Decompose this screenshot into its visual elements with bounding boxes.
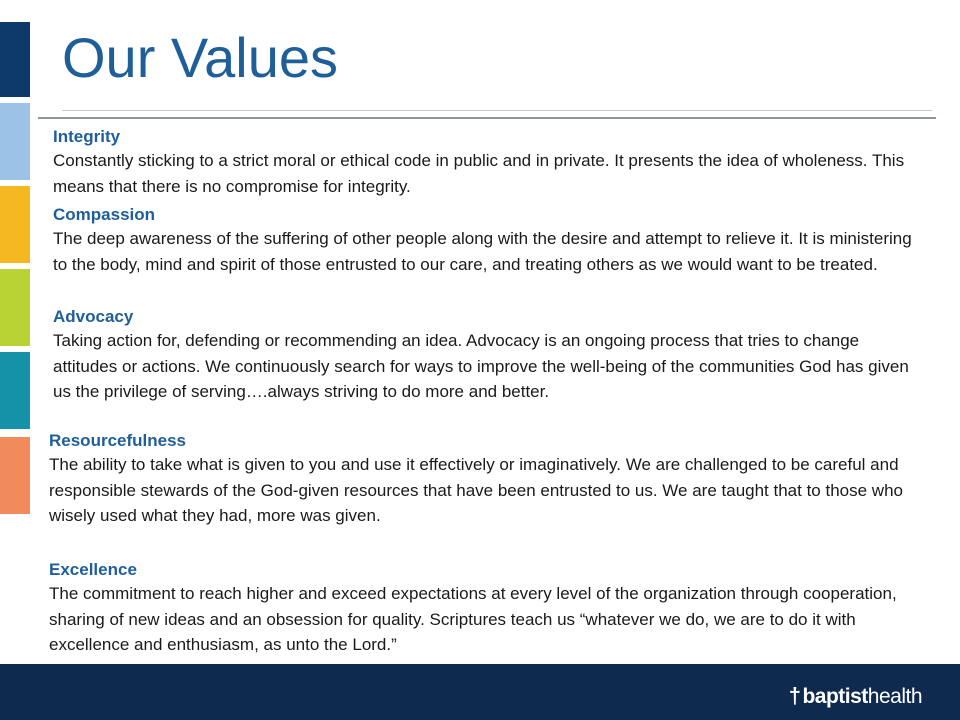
value-heading: Advocacy: [53, 307, 134, 326]
baptist-health-logo: [789, 683, 922, 709]
logo-text-baptist: baptist: [802, 685, 868, 708]
value-text: Constantly sticking to a strict moral or ethical code in public and in private. It presents the idea of wholeness. This means that there is no compromise for integrity.: [53, 151, 905, 196]
side-bar-teal: [0, 352, 30, 429]
value-resourcefulness: [49, 430, 929, 529]
value-text: The ability to take what is given to you and use it effectively or imaginatively. We are challenged to be careful and responsible stewards of the God-given resources that have been entrusted to us. We are taught that to those who wisely used what they had, more was given.: [49, 455, 903, 525]
side-bar-orange: [0, 437, 30, 514]
side-bar-navy: [0, 22, 30, 97]
value-heading: Resourcefulness: [49, 431, 186, 450]
value-heading: Integrity: [53, 127, 121, 146]
value-text: The commitment to reach higher and exceed expectations at every level of the organization through cooperation, sharing of new ideas and an obsession for quality. Scriptures teach us “whatever we do, we are to do it with excellence and enthusiasm, as unto the Lord.”: [49, 584, 897, 654]
value-advocacy: [53, 306, 923, 405]
side-bar-yellow: [0, 186, 30, 263]
title-rule: [38, 117, 936, 119]
cross-icon: †: [788, 683, 801, 708]
value-excellence: [49, 559, 929, 658]
value-heading: Compassion: [53, 205, 156, 224]
value-text: Taking action for, defending or recommending an idea. Advocacy is an ongoing process that tries to change attitudes or actions. We continuously search for ways to improve the well-being of the communities God has given us the privilege of serving….always striving to do more and better.: [53, 331, 909, 401]
value-integrity: [53, 126, 913, 199]
page-title: Our Values: [62, 26, 338, 89]
value-heading: Excellence: [49, 560, 137, 579]
logo-text-health: health: [867, 685, 922, 708]
title-rule-light: [62, 110, 932, 111]
side-bar-green: [0, 269, 30, 346]
value-text: The deep awareness of the suffering of other people along with the desire and attempt to relieve it. It is ministering to the body, mind and spirit of those entrusted to our care, and treating others as we would want to be treated.: [53, 229, 912, 274]
side-bar-lightblue: [0, 103, 30, 180]
value-compassion: [53, 204, 913, 277]
